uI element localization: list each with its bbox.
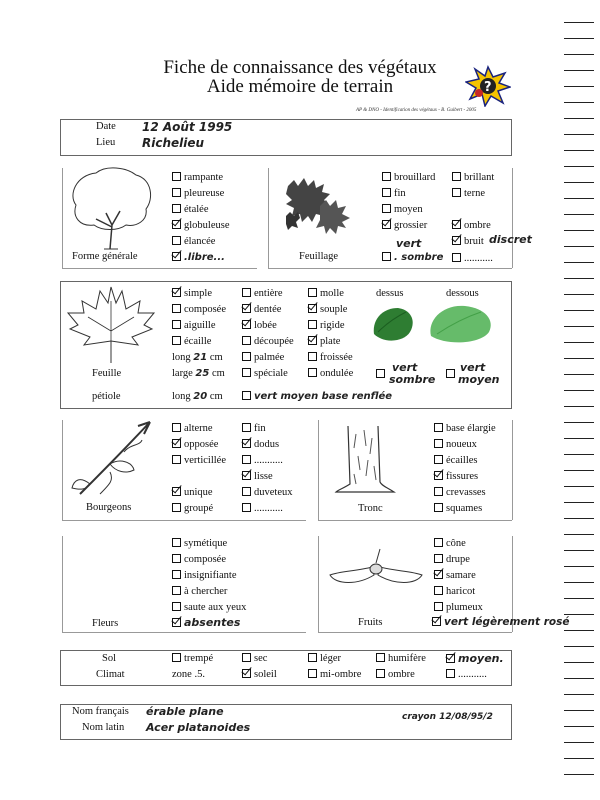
checked-box-icon[interactable] <box>308 336 317 345</box>
nom-latin-value[interactable]: Acer platanoides <box>146 721 251 734</box>
checked-box-icon[interactable] <box>242 471 251 480</box>
option-label: terne <box>464 188 485 199</box>
option-label: plumeux <box>446 602 483 613</box>
option-label: grossier <box>394 220 428 231</box>
checkbox-icon[interactable] <box>434 487 443 496</box>
checkbox-option[interactable] <box>452 220 491 232</box>
bourgeons-label: Bourgeons <box>86 502 132 513</box>
dessous-color-swatch <box>427 302 497 346</box>
checkbox-option[interactable] <box>434 538 466 550</box>
checkbox-icon[interactable] <box>172 172 181 181</box>
checked-box-icon[interactable] <box>434 570 443 579</box>
checked-box-icon[interactable] <box>242 320 251 329</box>
checkbox-option[interactable] <box>172 570 237 582</box>
checkbox-icon[interactable] <box>308 653 317 662</box>
checkbox-icon[interactable] <box>172 423 181 432</box>
fleurs-label: Fleurs <box>92 618 119 629</box>
checkbox-icon[interactable] <box>434 554 443 563</box>
checked-box-icon[interactable] <box>242 304 251 313</box>
checkbox-icon[interactable] <box>172 455 181 464</box>
checkbox-option[interactable] <box>308 304 347 316</box>
checkbox-option[interactable] <box>172 188 224 200</box>
title-line-2: Aide mémoire de terrain <box>206 76 394 97</box>
option-label: noueux <box>446 439 477 450</box>
checkbox-option[interactable] <box>172 320 216 332</box>
option-label: cône <box>446 538 466 549</box>
checkbox-option[interactable] <box>172 602 246 614</box>
sol-moyen-option[interactable]: moyen. <box>446 653 504 666</box>
checkbox-option[interactable] <box>308 288 344 300</box>
checkbox-icon[interactable] <box>242 423 251 432</box>
checkbox-icon[interactable] <box>172 538 181 547</box>
zone-field: zone .5. <box>172 669 205 680</box>
checkbox-option[interactable] <box>172 538 227 550</box>
option-label: composée <box>184 304 226 315</box>
checkbox-icon[interactable] <box>172 602 181 611</box>
checkbox-option[interactable] <box>242 304 281 316</box>
checkbox-option[interactable] <box>382 220 427 232</box>
checkbox-option[interactable] <box>434 487 486 499</box>
forme-label: Forme générale <box>72 251 138 262</box>
checkbox-icon[interactable] <box>308 669 317 678</box>
checkbox-option[interactable] <box>382 204 423 216</box>
option-label: sec <box>254 653 268 664</box>
option-label: duveteux <box>254 487 293 498</box>
checkbox-icon[interactable] <box>172 336 181 345</box>
checkbox-icon[interactable] <box>434 423 443 432</box>
option-label: drupe <box>446 554 470 565</box>
checkbox-icon[interactable] <box>446 654 455 663</box>
margin-ruling <box>554 0 600 800</box>
fruits-hw-option[interactable]: vert légèrement rosé <box>432 616 569 629</box>
checked-box-icon[interactable] <box>434 471 443 480</box>
checkbox-option[interactable] <box>172 503 213 515</box>
checkbox-option[interactable] <box>172 423 213 435</box>
dessous-color-option[interactable] <box>446 369 458 381</box>
title-line-1: Fiche de connaissance des végétaux <box>163 57 437 78</box>
checkbox-option[interactable] <box>172 252 225 264</box>
option-label: brillant <box>464 172 495 183</box>
option-label: unique <box>184 487 213 498</box>
checkbox-option[interactable] <box>434 570 476 582</box>
lieu-label: Lieu <box>96 137 116 148</box>
checkbox-option[interactable] <box>434 439 477 451</box>
checked-box-icon[interactable] <box>452 236 461 245</box>
option-label: samare <box>446 570 476 581</box>
checkbox-icon[interactable] <box>172 304 181 313</box>
checkbox-icon[interactable] <box>172 236 181 245</box>
checkbox-option[interactable] <box>452 236 484 248</box>
checkbox-option[interactable] <box>242 669 277 681</box>
option-label: spéciale <box>254 368 288 379</box>
option-label: rigide <box>320 320 345 331</box>
checkbox-icon[interactable] <box>434 538 443 547</box>
dessus-hw-line1: vert <box>392 361 418 374</box>
checkbox-icon[interactable] <box>242 288 251 297</box>
checked-box-icon[interactable] <box>172 252 181 261</box>
date-value[interactable]: 12 Août 1995 <box>142 120 233 134</box>
option-label: froissée <box>320 352 353 363</box>
checkbox-icon[interactable] <box>376 369 385 378</box>
option-label: alterne <box>184 423 213 434</box>
dessus-color-option[interactable] <box>376 369 388 381</box>
option-label: fin <box>394 188 406 199</box>
option-label: lobée <box>254 320 277 331</box>
checkbox-option[interactable] <box>172 487 213 499</box>
sol-label: Sol <box>102 653 117 664</box>
checkbox-option[interactable] <box>172 439 218 451</box>
checkbox-option[interactable] <box>172 455 226 467</box>
checkbox-option[interactable] <box>434 554 470 566</box>
checkbox-icon[interactable] <box>434 602 443 611</box>
option-label: découpée <box>254 336 294 347</box>
option-label: crevasses <box>446 487 486 498</box>
dessus-label: dessus <box>376 288 404 299</box>
checkbox-icon[interactable] <box>242 336 251 345</box>
feuillage-dots-option[interactable]: ........... <box>452 253 493 265</box>
checked-box-icon[interactable] <box>172 288 181 297</box>
checkbox-icon[interactable] <box>242 653 251 662</box>
checkbox-option[interactable] <box>242 439 279 451</box>
checkbox-icon[interactable] <box>382 252 391 261</box>
checkbox-icon[interactable] <box>452 253 461 262</box>
checkbox-icon[interactable] <box>308 320 317 329</box>
checkbox-icon[interactable] <box>376 653 385 662</box>
foliage-illustration <box>280 166 364 238</box>
checkbox-option[interactable] <box>452 188 485 200</box>
option-label: écaille <box>184 336 212 347</box>
option-label: insignifiante <box>184 570 237 581</box>
option-label: bruit <box>464 236 484 247</box>
maple-leaf-illustration <box>64 283 159 365</box>
option-label: ........... <box>458 669 487 680</box>
feuillage-color-option[interactable]: . sombre <box>382 252 443 264</box>
svg-text:?: ? <box>484 80 492 95</box>
option-label: moyen <box>394 204 423 215</box>
checkbox-option[interactable] <box>172 204 208 216</box>
checkbox-option[interactable] <box>434 503 482 515</box>
checkbox-option[interactable] <box>446 669 487 681</box>
checkbox-option[interactable] <box>242 423 266 435</box>
checkbox-icon[interactable] <box>172 204 181 213</box>
long-row: long 21 cm <box>172 352 223 363</box>
option-label: lisse <box>254 471 273 482</box>
checkbox-icon[interactable] <box>446 669 455 678</box>
feuille-label: Feuille <box>92 368 122 379</box>
checkbox-option[interactable] <box>242 503 283 515</box>
checked-box-icon[interactable] <box>452 220 461 229</box>
checkbox-option[interactable] <box>172 172 223 184</box>
checkbox-option[interactable] <box>382 172 435 184</box>
checkbox-icon[interactable] <box>172 586 181 595</box>
checkbox-icon[interactable] <box>172 618 181 627</box>
bud-illustration <box>70 414 158 504</box>
option-label: .libre... <box>184 252 225 263</box>
option-label: ondulée <box>320 368 354 379</box>
checkbox-icon[interactable] <box>376 669 385 678</box>
checkbox-option[interactable] <box>172 554 226 566</box>
feuillage-hw-vert: vert <box>396 237 422 250</box>
checked-box-icon[interactable] <box>382 220 391 229</box>
option-label: ombre <box>464 220 491 231</box>
option-label: saute aux yeux <box>184 602 247 613</box>
dessus-hw-line2: sombre <box>389 373 436 386</box>
checkbox-option[interactable] <box>308 368 353 380</box>
option-label: étalée <box>184 204 209 215</box>
checkbox-icon[interactable] <box>242 487 251 496</box>
option-label: opposée <box>184 439 219 450</box>
checkbox-option[interactable] <box>172 586 227 598</box>
checkbox-option[interactable] <box>172 653 213 665</box>
option-label: ........... <box>254 455 283 466</box>
option-label: dodus <box>254 439 280 450</box>
checkbox-icon[interactable] <box>172 503 181 512</box>
identity-box <box>60 119 512 156</box>
checkbox-icon[interactable] <box>242 391 251 400</box>
option-label: trempé <box>184 653 214 664</box>
checkbox-icon[interactable] <box>452 172 461 181</box>
checked-box-icon[interactable] <box>172 220 181 229</box>
checkbox-icon[interactable] <box>172 487 181 496</box>
dessous-hw-line2: moyen <box>458 373 500 386</box>
option-label: souple <box>320 304 348 315</box>
checkbox-option[interactable] <box>242 455 283 467</box>
checkbox-icon[interactable] <box>242 669 251 678</box>
checkbox-option[interactable] <box>308 352 353 364</box>
checkbox-icon[interactable] <box>308 288 317 297</box>
nom-latin-label: Nom latin <box>82 722 125 733</box>
option-label: mi-ombre <box>320 669 362 680</box>
option-label: verticillée <box>184 455 226 466</box>
checkbox-option[interactable] <box>434 423 496 435</box>
option-label: globuleuse <box>184 220 230 231</box>
petiole-option[interactable]: vert moyen base renflée <box>242 391 392 403</box>
checkbox-option[interactable] <box>172 236 215 248</box>
option-label: rampante <box>184 172 224 183</box>
checkbox-option[interactable] <box>434 471 478 483</box>
checkbox-icon[interactable] <box>434 503 443 512</box>
checkbox-option[interactable] <box>242 352 284 364</box>
option-label: léger <box>320 653 341 664</box>
checkbox-icon[interactable] <box>242 368 251 377</box>
dessous-hw-line1: vert <box>460 361 486 374</box>
checked-box-icon[interactable] <box>242 439 251 448</box>
option-label: fin <box>254 423 266 434</box>
feuillage-hw-discret: discret <box>489 233 532 246</box>
option-label: élancée <box>184 236 216 247</box>
checkbox-option[interactable] <box>172 304 226 316</box>
checkbox-option[interactable] <box>242 288 283 300</box>
tronc-label: Tronc <box>358 503 383 514</box>
checkbox-option[interactable] <box>242 653 267 665</box>
sol-box <box>60 650 512 686</box>
dessus-color-swatch <box>370 304 416 344</box>
checkbox-icon[interactable] <box>242 352 251 361</box>
option-label: humifère <box>388 653 426 664</box>
checkbox-icon[interactable] <box>308 352 317 361</box>
fruits-label: Fruits <box>358 617 383 628</box>
checkbox-icon[interactable] <box>242 503 251 512</box>
checkbox-icon[interactable] <box>308 368 317 377</box>
nom-francais-label: Nom français <box>72 706 129 717</box>
checkbox-icon[interactable] <box>434 455 443 464</box>
checkbox-option[interactable] <box>242 336 294 348</box>
checkbox-icon[interactable] <box>452 188 461 197</box>
checkbox-option[interactable] <box>308 320 345 332</box>
checkbox-icon[interactable] <box>382 172 391 181</box>
checkbox-icon[interactable] <box>172 653 181 662</box>
option-label: plate <box>320 336 341 347</box>
fleurs-absentes-option[interactable]: absentes <box>172 617 240 630</box>
option-label: ........... <box>254 503 283 514</box>
option-label: soleil <box>254 669 277 680</box>
checkbox-icon[interactable] <box>172 188 181 197</box>
nom-francais-value[interactable]: érable plane <box>146 705 224 718</box>
crayon-note: crayon 12/08/95/2 <box>402 712 493 722</box>
checkbox-icon[interactable] <box>172 320 181 329</box>
option-label: squames <box>446 503 483 514</box>
checkbox-option[interactable] <box>172 336 211 348</box>
checkbox-option[interactable] <box>308 653 341 665</box>
checkbox-option[interactable] <box>308 669 361 681</box>
checkbox-option[interactable] <box>452 172 494 184</box>
option-label: brouillard <box>394 172 436 183</box>
checkbox-option[interactable] <box>434 455 477 467</box>
option-label: à chercher <box>184 586 228 597</box>
option-label: molle <box>320 288 344 299</box>
checked-box-icon[interactable] <box>308 304 317 313</box>
option-label: haricot <box>446 586 476 597</box>
checked-box-icon[interactable] <box>172 439 181 448</box>
option-label: pleureuse <box>184 188 225 199</box>
checkbox-icon[interactable] <box>432 617 441 626</box>
checkbox-icon[interactable] <box>382 188 391 197</box>
checkbox-option[interactable] <box>242 471 273 483</box>
samara-illustration <box>328 545 424 593</box>
checkbox-option[interactable] <box>376 653 426 665</box>
checkbox-icon[interactable] <box>242 455 251 464</box>
checkbox-icon[interactable] <box>382 204 391 213</box>
checkbox-option[interactable] <box>382 188 406 200</box>
dessous-label: dessous <box>446 288 479 299</box>
logo-icon <box>465 65 511 107</box>
option-label: écailles <box>446 455 478 466</box>
checkbox-option[interactable] <box>172 220 230 232</box>
checkbox-option[interactable] <box>434 586 475 598</box>
option-label: ombre <box>388 669 415 680</box>
checkbox-option[interactable] <box>434 602 483 614</box>
checkbox-option[interactable] <box>308 336 340 348</box>
large-row: large 25 cm <box>172 368 225 379</box>
lieu-value[interactable]: Richelieu <box>142 136 205 150</box>
option-label: symétique <box>184 538 228 549</box>
option-label: palmée <box>254 352 285 363</box>
tree-illustration <box>66 165 154 250</box>
checkbox-icon[interactable] <box>434 586 443 595</box>
climat-label: Climat <box>96 669 125 680</box>
option-label: base élargie <box>446 423 496 434</box>
checkbox-icon[interactable] <box>172 554 181 563</box>
option-label: aiguille <box>184 320 216 331</box>
petiole-row: long 20 cm <box>172 391 223 402</box>
checkbox-icon[interactable] <box>434 439 443 448</box>
option-label: fissures <box>446 471 479 482</box>
checkbox-icon[interactable] <box>446 369 455 378</box>
option-label: composée <box>184 554 226 565</box>
date-label: Date <box>96 121 116 132</box>
petiole-label: pétiole <box>92 391 121 402</box>
checkbox-option[interactable] <box>172 288 212 300</box>
trunk-illustration <box>334 424 396 494</box>
checkbox-option[interactable] <box>242 320 277 332</box>
checkbox-option[interactable] <box>242 487 293 499</box>
option-label: dentée <box>254 304 282 315</box>
checkbox-icon[interactable] <box>172 570 181 579</box>
checkbox-option[interactable] <box>376 669 415 681</box>
credit-line: AP & DNO - Identification des végétaux - B. Guibert - 2005 <box>356 108 477 113</box>
option-label: entière <box>254 288 283 299</box>
checkbox-option[interactable] <box>242 368 288 380</box>
option-label: simple <box>184 288 212 299</box>
option-label: groupé <box>184 503 214 514</box>
feuillage-label: Feuillage <box>299 251 339 262</box>
